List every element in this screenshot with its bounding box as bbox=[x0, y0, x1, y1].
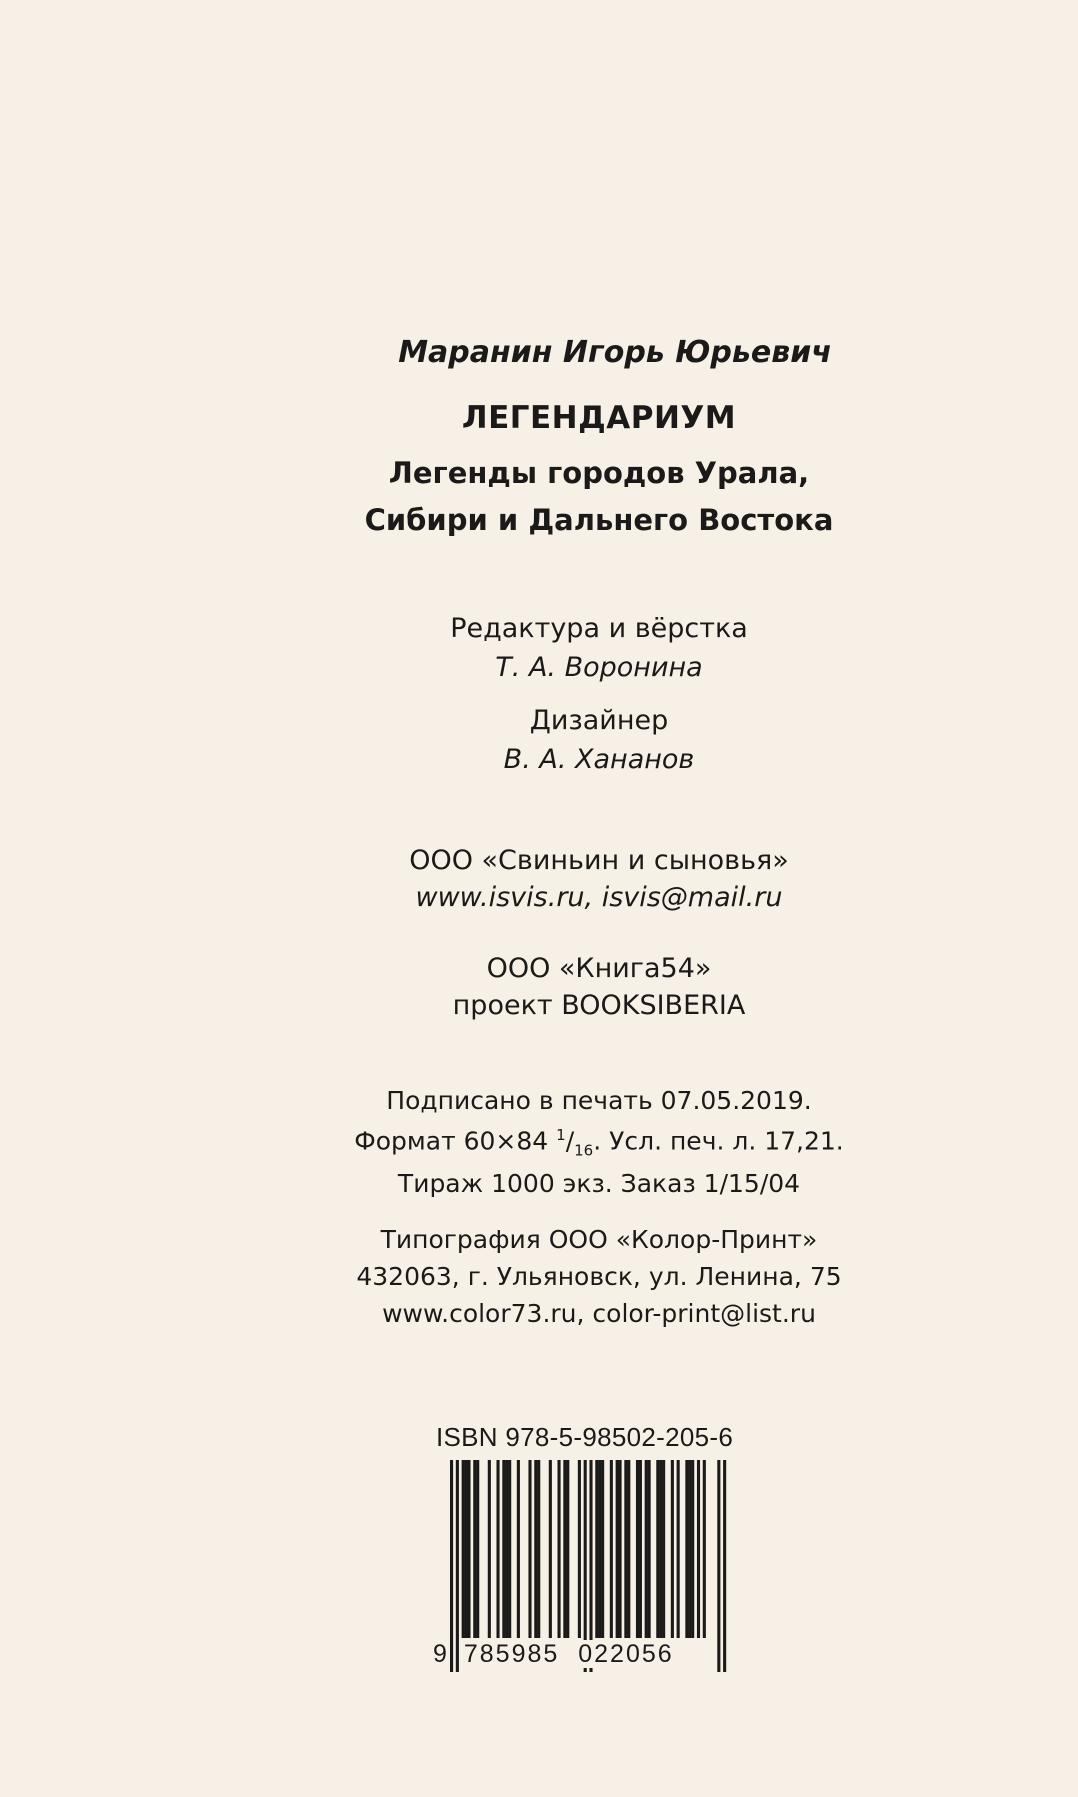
barcode-digits-right: 022056 bbox=[578, 1640, 674, 1668]
barcode-bar bbox=[624, 1460, 627, 1638]
credit-name-designer: В. А. Хананов bbox=[503, 744, 695, 775]
barcode-bar bbox=[502, 1460, 505, 1638]
barcode-bar bbox=[685, 1460, 688, 1638]
barcode-bar bbox=[662, 1460, 665, 1638]
print-signed: Подписано в печать 07.05.2019. bbox=[386, 1086, 812, 1115]
barcode-bar bbox=[465, 1460, 468, 1638]
barcode-bar bbox=[566, 1460, 569, 1638]
barcode-bar bbox=[723, 1460, 726, 1672]
publisher-1-contacts: www.isvis.ru, isvis@mail.ru bbox=[415, 882, 783, 913]
barcode-bar bbox=[677, 1460, 680, 1638]
barcode-bar bbox=[488, 1460, 491, 1638]
print-format-numerator: 1 bbox=[556, 1126, 566, 1144]
barcode-bar bbox=[549, 1460, 552, 1638]
barcode-bar bbox=[639, 1460, 642, 1638]
publisher-2-project: проект BOOKSIBERIA bbox=[452, 990, 746, 1021]
barcode-bar bbox=[656, 1460, 659, 1638]
barcode-bar bbox=[517, 1460, 520, 1638]
credit-role-designer: Дизайнер bbox=[529, 705, 669, 736]
barcode-digits bbox=[432, 1640, 675, 1669]
barcode-bar bbox=[659, 1460, 662, 1638]
barcode-bar bbox=[636, 1460, 639, 1638]
barcode-bar bbox=[462, 1460, 465, 1638]
barcode-bar bbox=[473, 1460, 476, 1638]
barcode-bar bbox=[648, 1460, 651, 1638]
barcode-digits-left: 785985 bbox=[463, 1640, 560, 1668]
book-subtitle bbox=[60, 450, 1078, 544]
credit-role-editor: Редактура и вёрстка bbox=[450, 613, 748, 644]
publisher-2 bbox=[60, 950, 1078, 1024]
subtitle-line-2: Сибири и Дальнего Востока bbox=[364, 503, 834, 537]
barcode-digit-first: 9 bbox=[433, 1640, 449, 1668]
publisher-1-name: ООО «Свиньин и сыновья» bbox=[409, 845, 789, 876]
typography-contacts: www.color73.ru, color-print@list.ru bbox=[382, 1299, 816, 1328]
barcode-bar bbox=[508, 1460, 511, 1638]
barcode-bar bbox=[528, 1460, 531, 1638]
print-format-suffix: . Усл. печ. л. 17,21. bbox=[593, 1126, 844, 1156]
barcode-bar bbox=[688, 1460, 691, 1638]
print-format-prefix: Формат 60×84 bbox=[354, 1126, 557, 1156]
book-title: ЛЕГЕНДАРИУМ bbox=[461, 400, 737, 436]
print-format-denominator: 16 bbox=[574, 1141, 594, 1160]
barcode-bar bbox=[467, 1460, 470, 1638]
barcode-bar bbox=[703, 1460, 706, 1638]
barcode-bar bbox=[645, 1460, 648, 1638]
print-info bbox=[60, 1084, 1078, 1201]
barcode-bar bbox=[578, 1460, 581, 1638]
barcode-bar bbox=[671, 1460, 674, 1638]
author-name: Маранин Игорь Юрьевич bbox=[398, 335, 832, 370]
barcode-bar bbox=[691, 1460, 694, 1638]
barcode-bar bbox=[563, 1460, 566, 1638]
publisher-1 bbox=[60, 842, 1078, 916]
barcode-bar bbox=[476, 1460, 479, 1638]
barcode-bar bbox=[616, 1460, 619, 1638]
barcode-bar bbox=[601, 1460, 604, 1638]
barcode-bar bbox=[537, 1460, 540, 1638]
print-format: Формат 60×84 $^1/_{16}$. Усл. печ. л. 17,21. bbox=[354, 1126, 844, 1160]
publisher-2-name: ООО «Книга54» bbox=[486, 953, 712, 984]
barcode-bar bbox=[619, 1460, 622, 1638]
typography-name: Типография ООО «Колор-Принт» bbox=[380, 1225, 818, 1254]
barcode-bar bbox=[595, 1460, 598, 1638]
barcode-bar bbox=[557, 1460, 560, 1638]
barcode-bar bbox=[496, 1460, 499, 1638]
barcode-bar bbox=[717, 1460, 720, 1672]
credit-name-editor: Т. А. Воронина bbox=[495, 652, 703, 683]
barcode-bar bbox=[505, 1460, 508, 1638]
barcode-bar bbox=[610, 1460, 613, 1638]
barcode-bar bbox=[697, 1460, 700, 1638]
subtitle-line-1: Легенды городов Урала, bbox=[388, 456, 810, 490]
isbn-label: ISBN 978-5-98502-205-6 bbox=[436, 1422, 734, 1452]
typography-info bbox=[60, 1221, 1078, 1332]
typography-address: 432063, г. Ульяновск, ул. Ленина, 75 bbox=[356, 1262, 842, 1291]
barcode-bar bbox=[598, 1460, 601, 1638]
print-run: Тираж 1000 экз. Заказ 1/15/04 bbox=[397, 1169, 801, 1199]
barcode-bar bbox=[534, 1460, 537, 1638]
barcode-bar bbox=[627, 1460, 630, 1638]
